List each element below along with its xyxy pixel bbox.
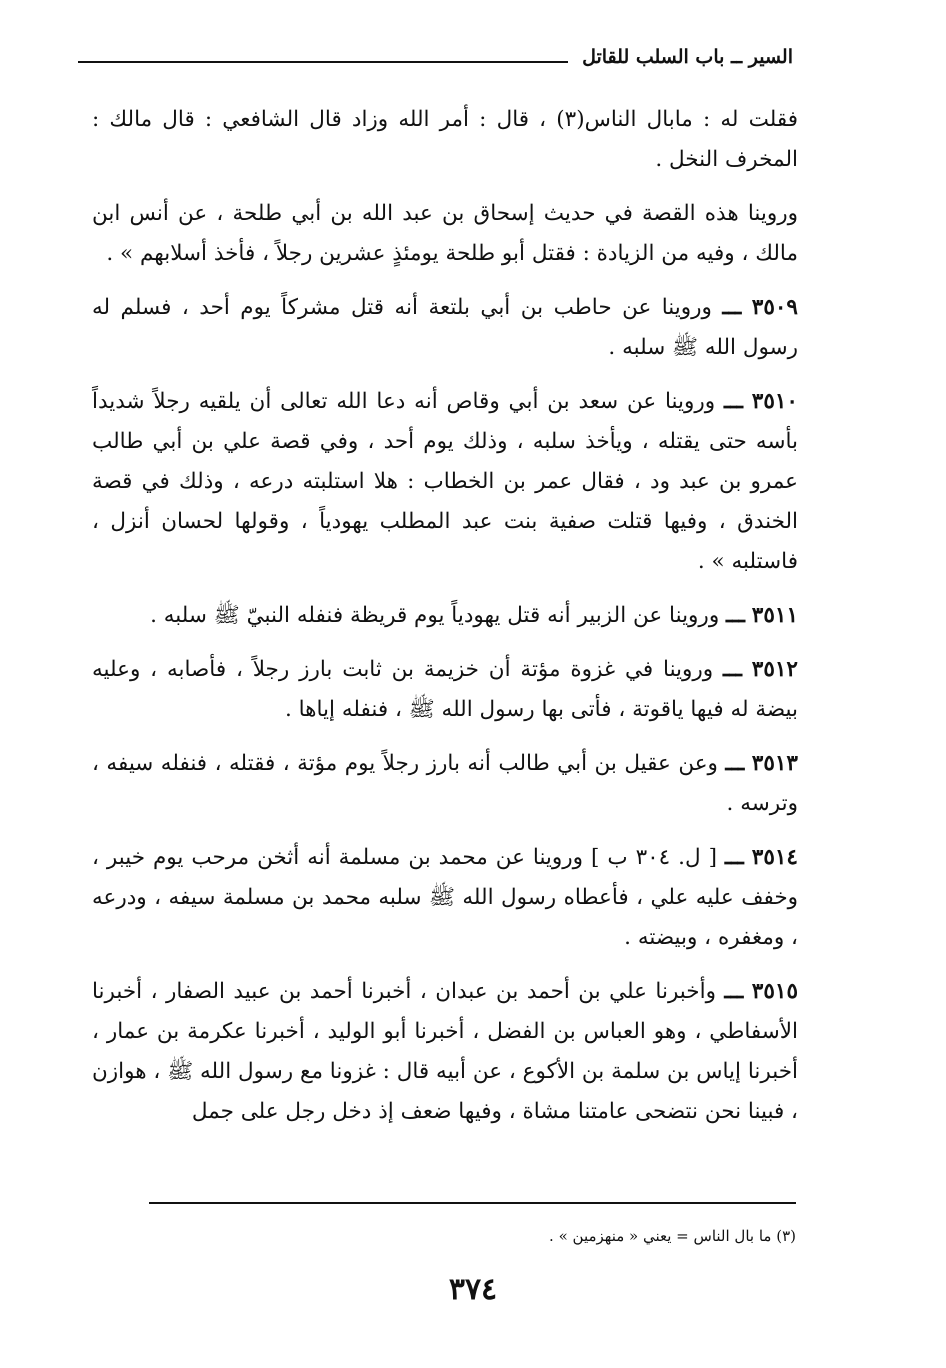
hadith-dash: ـــ [722, 295, 742, 320]
hadith-3512 [92, 650, 798, 730]
hadith-dash: ـــ [723, 657, 742, 682]
page-number: ٣٧٤ [448, 1272, 498, 1307]
running-title: السير ــ باب السلب للقاتل [582, 46, 793, 68]
hadith-number: ٣٥١٠ [751, 389, 798, 414]
hadith-3511 [92, 596, 798, 636]
hadith-text: وروينا عن الزبير أنه قتل يهودياً يوم قريظة فنفله النبيّ ﷺ سلبه . [150, 603, 720, 628]
hadith-3514 [92, 838, 798, 958]
running-header [78, 46, 793, 68]
hadith-text: وروينا عن حاطب بن أبي بلتعة أنه قتل مشركاً يوم أحد ، فسلم له رسول الله ﷺ سلبه . [92, 295, 798, 360]
hadith-number: ٣٥٠٩ [751, 295, 798, 320]
hadith-number: ٣٥١٣ [751, 751, 798, 776]
paragraph-text: وروينا هذه القصة في حديث إسحاق بن عبد الله بن أبي طلحة ، عن أنس ابن مالك ، وفيه من الزيادة : فقتل أبو طلحة يومئذٍ عشرين رجلاً ، فأخذ أسلابهم » . [92, 201, 798, 266]
hadith-text: وروينا عن سعد بن أبي وقاص أنه دعا الله تعالى أن يلقيه رجلاً شديداً بأسه حتى يقتله ، ويأخذ سلبه ، وذلك يوم أحد ، وفي قصة علي بن أبي طالب عمرو بن عبد ود ، فقال عمر بن الخطاب : هلا استلبته درعه ، وذلك في قصة الخندق ، وفيها قتلت صفية بنت عبد المطلب يهودياً ، وقولها لحسان أنزل ، فاستلبه » . [92, 389, 798, 574]
hadith-number: ٣٥١٥ [751, 979, 798, 1004]
hadith-3513 [92, 744, 798, 824]
paragraph-anas-report [92, 194, 798, 274]
hadith-text: وأخبرنا علي بن أحمد بن عبدان ، أخبرنا أحمد بن عبيد الصفار ، أخبرنا الأسفاطي ، وهو العباس بن الفضل ، أخبرنا أبو الوليد ، أخبرنا عكرمة بن عمار ، أخبرنا إياس بن سلمة بن الأكوع ، عن أبيه قال : غزونا مع رسول الله ﷺ ، هوازن ، فبينا نحن نتضحى عامتنا مشاة ، وفيها ضعف إذ دخل رجل على جمل [92, 979, 798, 1124]
hadith-dash: ـــ [724, 845, 744, 870]
footnote-rule [149, 1202, 796, 1204]
hadith-number: ٣٥١٢ [751, 657, 798, 682]
paragraph-text: فقلت له : مابال الناس(٣) ، قال : أمر الله وزاد قال الشافعي : قال مالك : المخرف النخل . [92, 107, 798, 172]
hadith-dash: ـــ [725, 751, 745, 776]
paragraph-intro [92, 100, 798, 180]
hadith-text: [ ل. ٣٠٤ ب ] وروينا عن محمد بن مسلمة أنه أثخن مرحب يوم خيبر ، وخفف عليه علي ، فأعطاه رسول الله ﷺ سلبه محمد بن مسلمة سيفه ، ودرعه ، ومغفره ، وبيضته . [92, 845, 798, 950]
header-rule [78, 61, 568, 63]
hadith-number: ٣٥١١ [751, 603, 798, 628]
hadith-number: ٣٥١٤ [751, 845, 798, 870]
hadith-dash: ـــ [724, 389, 743, 414]
hadith-text: وعن عقيل بن أبي طالب أنه بارز رجلاً يوم مؤتة ، فقتله ، فنفله سيفه ، وترسه . [92, 751, 798, 816]
hadith-3515 [92, 972, 798, 1132]
hadith-dash: ـــ [724, 979, 744, 1004]
hadith-text: وروينا في غزوة مؤتة أن خزيمة بن ثابت بارز رجلاً ، فأصابه ، وعليه بيضة له فيها ياقوتة ، فأتى بها رسول الله ﷺ ، فنفله إياها . [92, 657, 798, 722]
footnote: (٣) ما بال الناس = يعني « منهزمين » . [549, 1227, 796, 1245]
hadith-3509 [92, 288, 798, 368]
hadith-dash: ـــ [726, 603, 745, 628]
body-text [92, 100, 798, 1146]
hadith-3510 [92, 382, 798, 582]
